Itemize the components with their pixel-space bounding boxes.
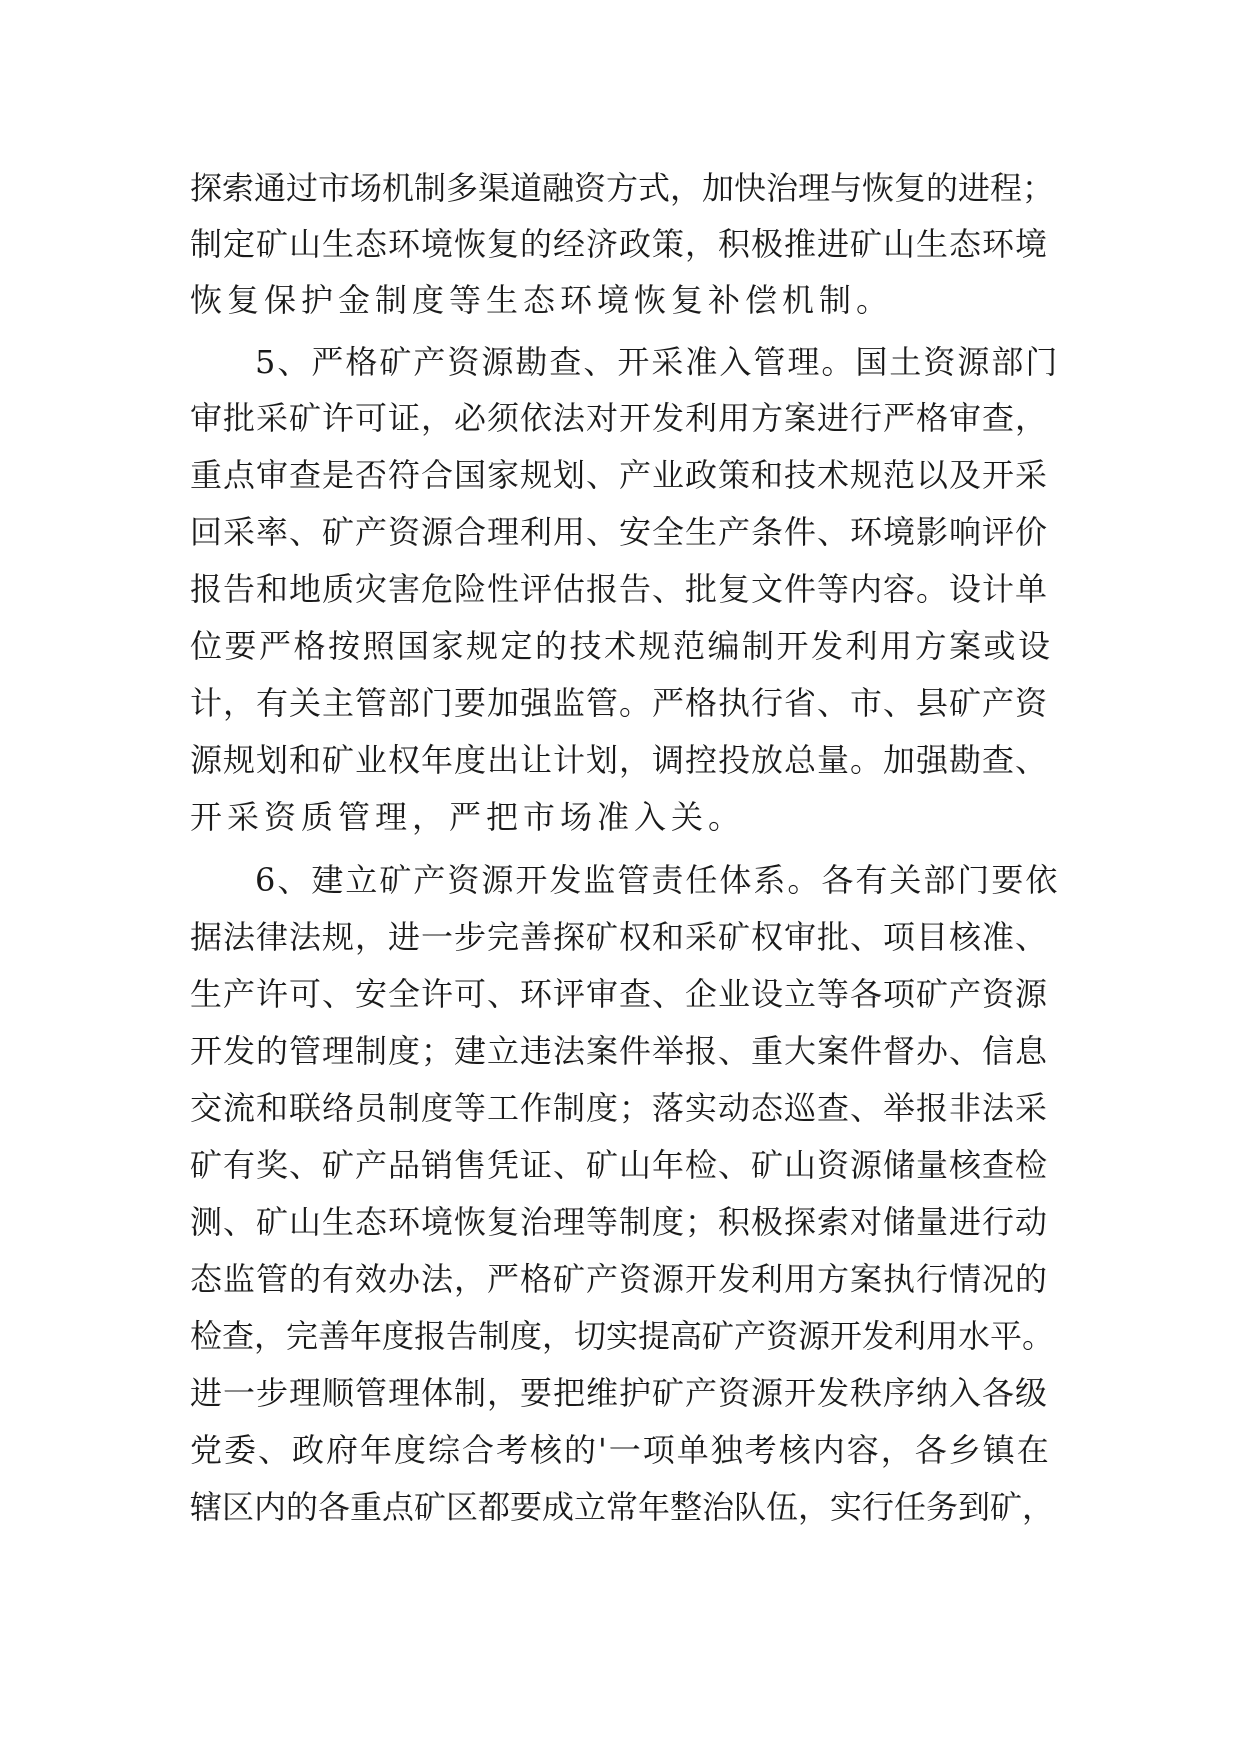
text-line: 生产许可、安全许可、环评审查、企业设立等各项矿产资源 [190,975,1049,1013]
text-line: 报告和地质灾害危险性评估报告、批复文件等内容。设计单 [190,570,1049,608]
text-line: 态监管的有效办法，严格矿产资源开发利用方案执行情况的 [190,1260,1049,1298]
text-line: 回采率、矿产资源合理利用、安全生产条件、环境影响评价 [190,513,1049,551]
text-line: 探索通过市场机制多渠道融资方式，加快治理与恢复的进程； [190,169,1055,207]
text-line: 计，有关主管部门要加强监管。严格执行省、市、县矿产资 [190,684,1049,722]
text-line: 制定矿山生态环境恢复的经济政策，积极推进矿山生态环境 [190,225,1049,263]
text-line: 位要严格按照国家规定的技术规范编制开发利用方案或设 [190,627,1053,665]
text-line: 矿有奖、矿产品销售凭证、矿山年检、矿山资源储量核查检 [190,1146,1049,1184]
text-line: 源规划和矿业权年度出让计划，调控投放总量。加强勘查、 [190,741,1049,779]
paragraph-6-heading-line: 6、建立矿产资源开发监管责任体系。各有关部门要依 [255,861,1060,899]
text-line: 审批采矿许可证，必须依法对开发利用方案进行严格审查， [190,399,1049,437]
text-line: 交流和联络员制度等工作制度；落实动态巡查、举报非法采 [190,1089,1049,1127]
text-line: 党委、政府年度综合考核的'一项单独考核内容，各乡镇在 [190,1431,1051,1469]
text-line: 开发的管理制度；建立违法案件举报、重大案件督办、信息 [190,1032,1049,1070]
text-line: 重点审查是否符合国家规划、产业政策和技术规范以及开采 [190,456,1049,494]
text-line: 测、矿山生态环境恢复治理等制度；积极探索对储量进行动 [190,1203,1049,1241]
paragraph-5-heading-line: 5、严格矿产资源勘查、开采准入管理。国土资源部门 [255,343,1060,381]
text-line: 检查，完善年度报告制度，切实提高矿产资源开发利用水平。 [190,1317,1055,1355]
text-line: 恢复保护金制度等生态环境恢复补偿机制。 [190,281,894,319]
text-line: 据法律法规，进一步完善探矿权和采矿权审批、项目核准、 [190,918,1049,956]
text-line: 进一步理顺管理体制，要把维护矿产资源开发秩序纳入各级 [190,1374,1049,1412]
text-line: 辖区内的各重点矿区都要成立常年整治队伍，实行任务到矿， [190,1488,1055,1526]
text-line: 开采资质管理，严把市场准入关。 [190,798,746,836]
